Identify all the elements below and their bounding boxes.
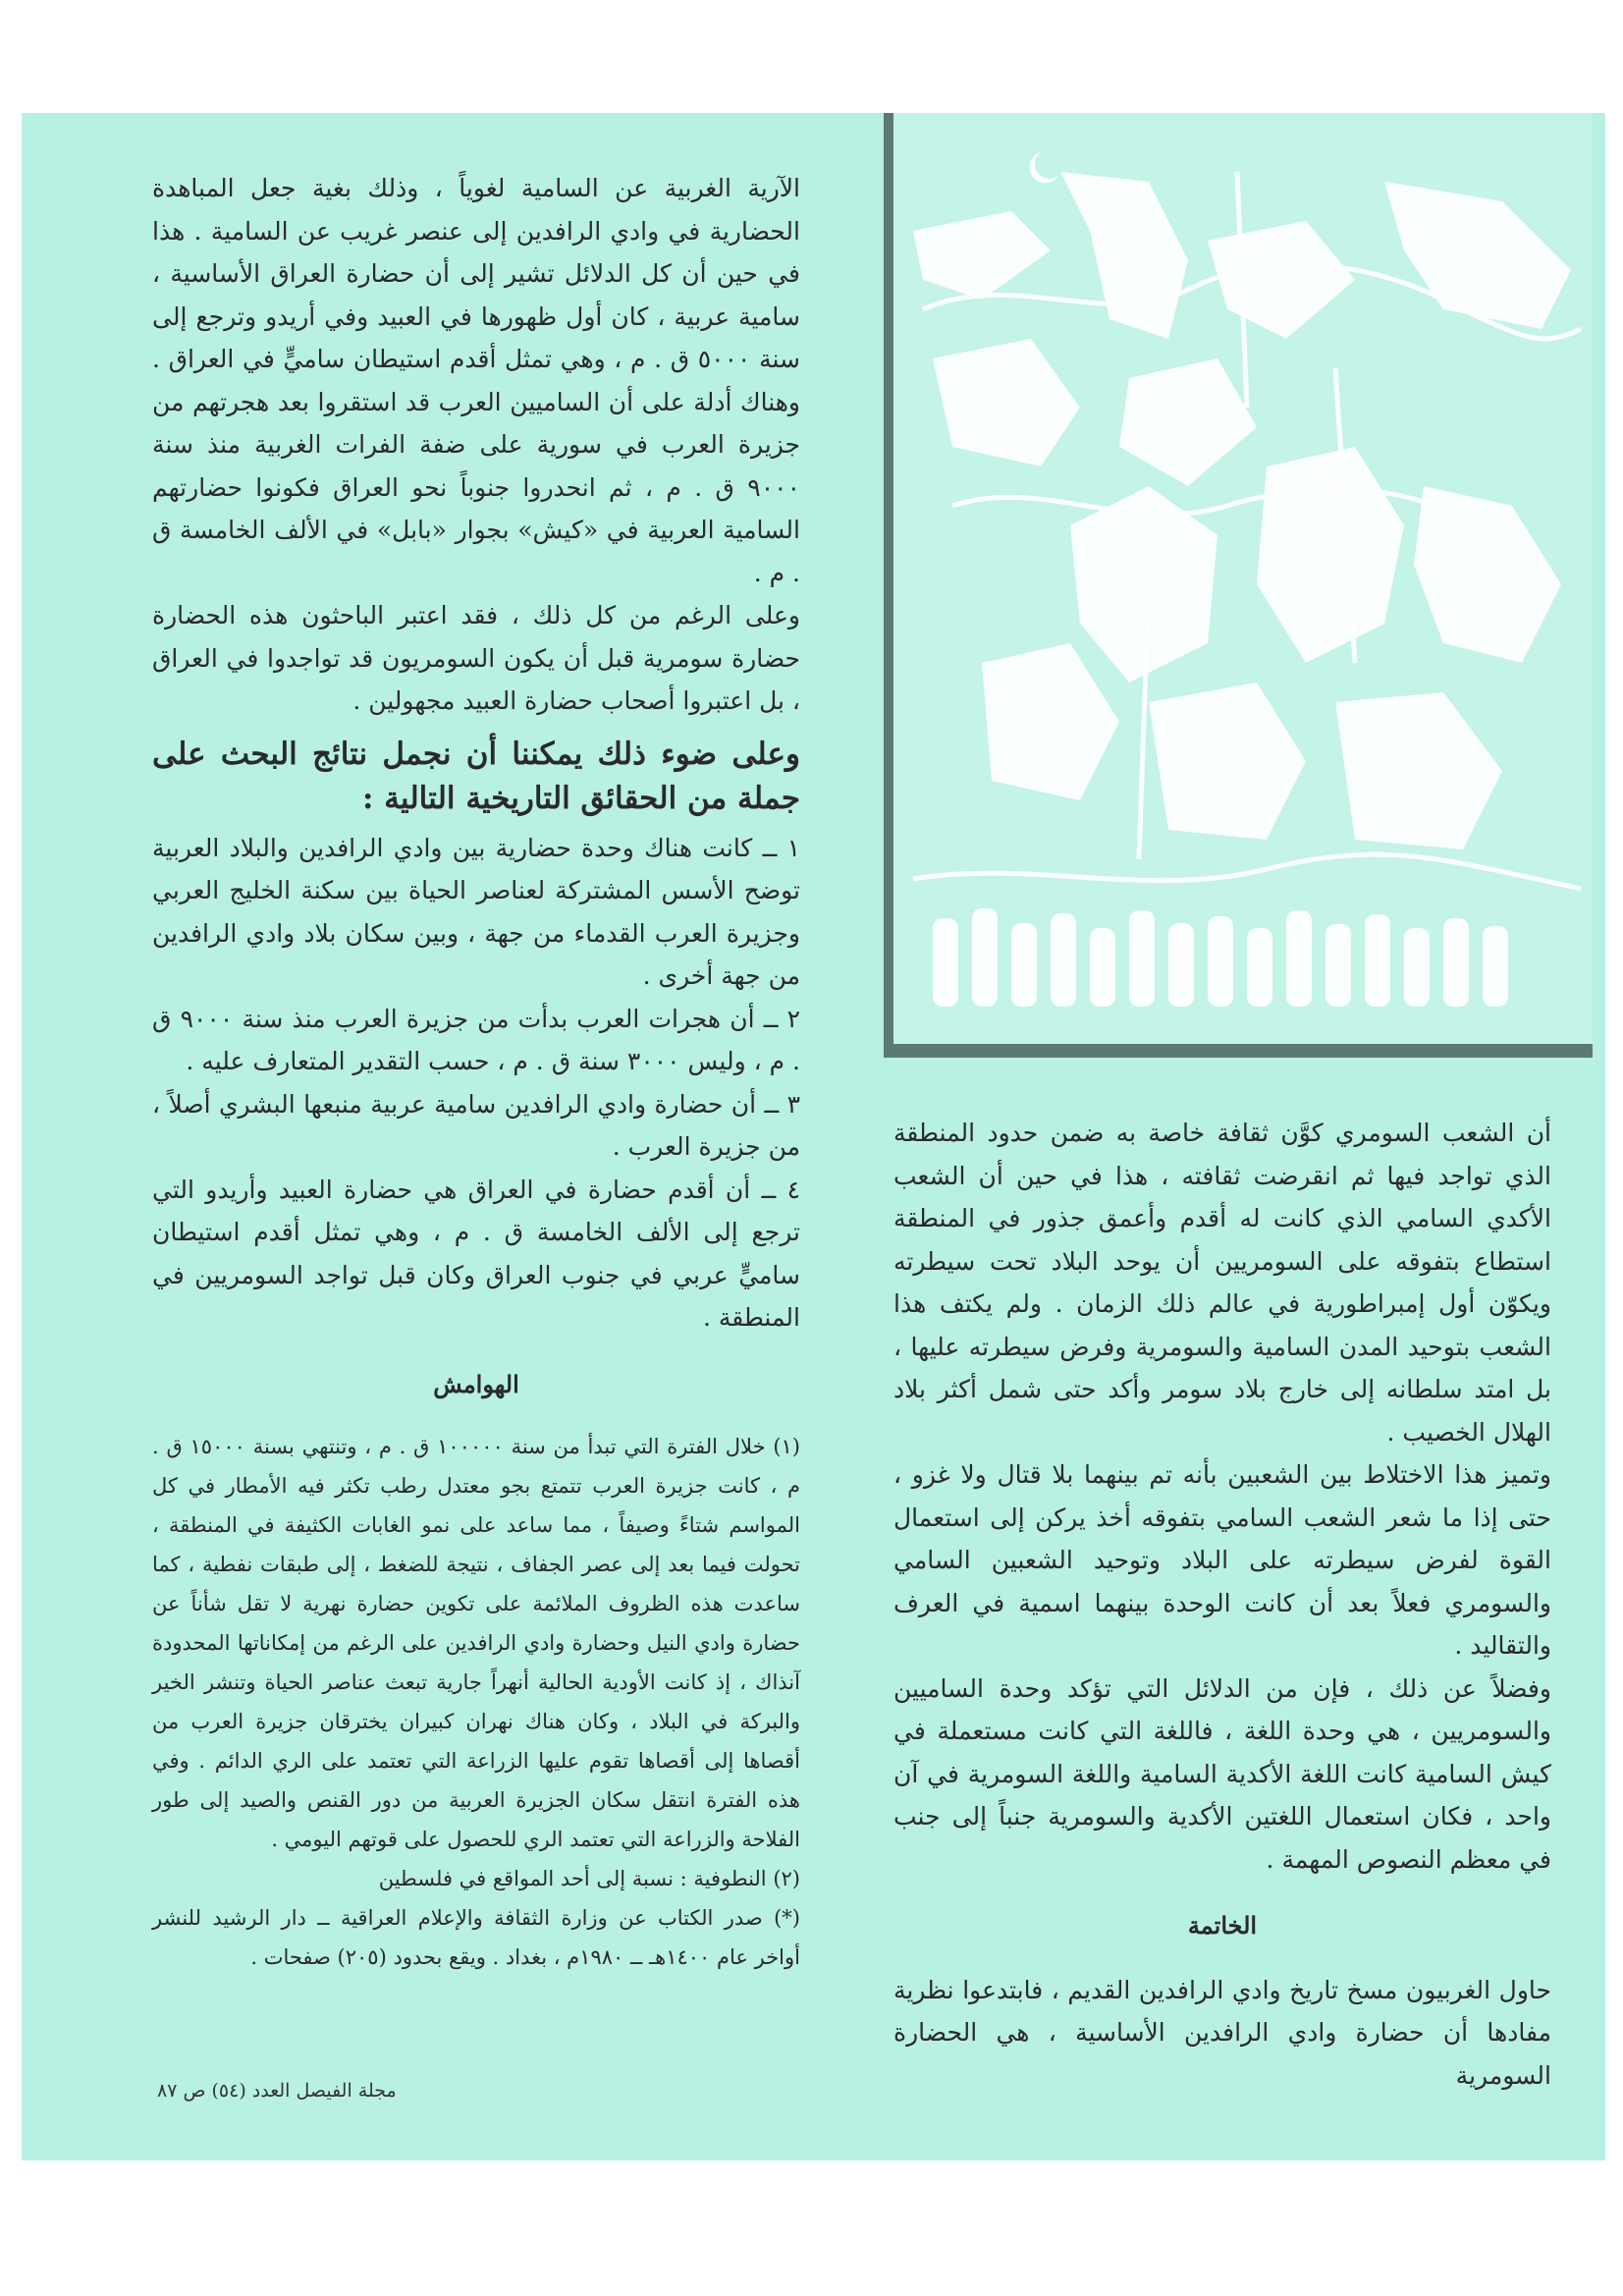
note-item: (*) صدر الكتاب عن وزارة الثقافة والإعلام العراقية ــ دار الرشيد للنشر أواخر عام ١٤٠٠هـ ــ ١٩٨٠م ، بغداد . ويقع بحدود (٢٠٥) صفحات . (152, 1906, 800, 1969)
illustration-image (893, 113, 1593, 1061)
paragraph: أن الشعب السومري كوَّن ثقافة خاصة به ضمن حدود المنطقة الذي تواجد فيها ثم انقرضت ثقافته ، هذا في حين أن الشعب الأكدي السامي الذي كانت له أقدم وأعمق جذور في المنطقة استطاع بتفوقه على السومريين أن يوحد البلاد تحت سيطرته ويكوّن أول إمبراطورية في عالم ذلك الزمان . ولم يكتف هذا الشعب بتوحيد المدن السامية والسومرية وفرض سيطرته عليها ، بل امتد سلطانه إلى خارج بلاد سومر وأكد حتى شمل أكثر بلاد الهلال الخصيب . (893, 1119, 1551, 1447)
fact-item: ٣ ــ أن حضارة وادي الرافدين سامية عربية منبعها البشري أصلاً ، من جزيرة العرب . (152, 1089, 800, 1161)
note-item: (٢) النطوفية : نسبة إلى أحد المواقع في فلسطين (378, 1867, 800, 1890)
conclusions-heading: وعلى ضوء ذلك يمكننا أن نجمل نتائج البحث على جملة من الحقائق التاريخية التالية : (152, 736, 800, 816)
right-column (893, 1112, 1551, 2097)
paragraph: الآرية الغربية عن السامية لغوياً ، وذلك بغية جعل المباهدة الحضارية في وادي الرافدين إلى عنصر غريب عن السامية . هذا في حين أن كل الدلائل تشير إلى أن حضارة العراق الأساسية ، سامية عربية ، كان أول ظهورها في العبيد وفي أريدو وترجع إلى سنة ٥٠٠٠ ق . م ، وهي تمثل أقدم استيطان ساميٍّ في العراق . وهناك أدلة على أن الساميين العرب قد استقروا بعد هجرتهم من جزيرة العرب في سورية على ضفة الفرات الغربية منذ سنة ٩٠٠٠ ق . م ، ثم انحدروا جنوباً نحو العراق فكونوا حضارتهم السامية العربية في «كيش» بجوار «بابل» في الألف الخامسة ق . م . (152, 174, 800, 587)
fact-item: ٤ ــ أن أقدم حضارة في العراق هي حضارة العبيد وأريدو التي ترجع إلى الألف الخامسة ق . م ، وهي تمثل أقدم استيطان ساميٍّ عربي في جنوب العراق وكان قبل تواجد السومريين في المنطقة . (152, 1175, 800, 1332)
notes-title: الهوامش (433, 1369, 519, 1398)
left-column (152, 167, 800, 1977)
notes-list (152, 1427, 800, 1977)
fact-item: ٢ ــ أن هجرات العرب بدأت من جزيرة العرب منذ سنة ٩٠٠٠ ق . م ، وليس ٣٠٠٠ سنة ق . م ، حسب التقدير المتعارف عليه . (152, 1004, 800, 1075)
page-footer: مجلة الفيصل العدد (٥٤) ص ٨٧ (157, 2080, 397, 2102)
paragraph: وفضلاً عن ذلك ، فإن من الدلائل التي تؤكد وحدة الساميين والسومريين ، هي وحدة اللغة ، فاللغة التي كانت مستعملة في كيش السامية كانت اللغة الأكدية السامية واللغة السومرية في آن واحد ، فكان استعمال اللغتين الأكدية والسومرية جنباً إلى جنب في معظم النصوص المهمة . (893, 1673, 1551, 1874)
note-item: (١) خلال الفترة التي تبدأ من سنة ١٠٠٠٠٠ ق . م ، وتنتهي بسنة ١٥٠٠٠ ق . م ، كانت جزيرة العرب تتمتع بجو معتدل رطب تكثر فيه الأمطار في كل المواسم شتاءً وصيفاً ، مما ساعد على نمو الغابات الكثيفة في المنطقة ، تحولت فيما بعد إلى عصر الجفاف ، نتيجة للضغط ، إلى طبقات نفطية ، كما ساعدت هذه الظروف الملائمة على تكوين حضارة نهرية لا تقل شأناً عن حضارة وادي النيل وحضارة وادي الرافدين على الرغم من إمكاناتها المحدودة آنذاك ، إذ كانت الأودية الحالية أنهراً جارية تبعث عناصر الحياة وتنشر الخير والبركة في البلاد ، وكان هناك نهران كبيران يخترقان جزيرة العرب من أقصاها إلى أقصاها تقوم عليها الزراعة التي تعتمد على الري الدائم . وفي هذه الفترة انتقل سكان الجزيرة العربية من دور القنص والصيد إلى طور الفلاحة والزراعة التي تعتمد الري للحصول على قوتهم اليومي . (152, 1435, 800, 1851)
paragraph: وعلى الرغم من كل ذلك ، فقد اعتبر الباحثون هذه الحضارة حضارة سومرية قبل أن يكون السومريون قد تواجدوا في العراق ، بل اعتبروا أصحاب حضارة العبيد مجهولين . (152, 601, 800, 715)
fact-item: ١ ــ كانت هناك وحدة حضارية بين وادي الرافدين والبلاد العربية توضح الأسس المشتركة لعناصر الحياة بين سكنة الخليج العربي وجزيرة العرب القدماء من جهة ، وبين سكان بلاد وادي الرافدين من جهة أخرى . (152, 833, 800, 990)
paragraph: وتميز هذا الاختلاط بين الشعبين بأنه تم بينهما بلا قتال ولا غزو ، حتى إذا ما شعر الشعب السامي بتفوقه أخذ يركن إلى استعمال القوة لفرض سيطرته على البلاد وتوحيد الشعبين السامي والسومري فعلاً بعد أن كانت الوحدة بينهما اسمية في العرف والتقاليد . (893, 1460, 1551, 1660)
conclusion-paragraph: حاول الغربيون مسخ تاريخ وادي الرافدين القديم ، فابتدعوا نظرية مفادها أن حضارة وادي الرافدين الأساسية ، هي الحضارة السومرية (893, 1975, 1551, 2090)
conclusion-title: الخاتمة (1187, 1911, 1258, 1940)
